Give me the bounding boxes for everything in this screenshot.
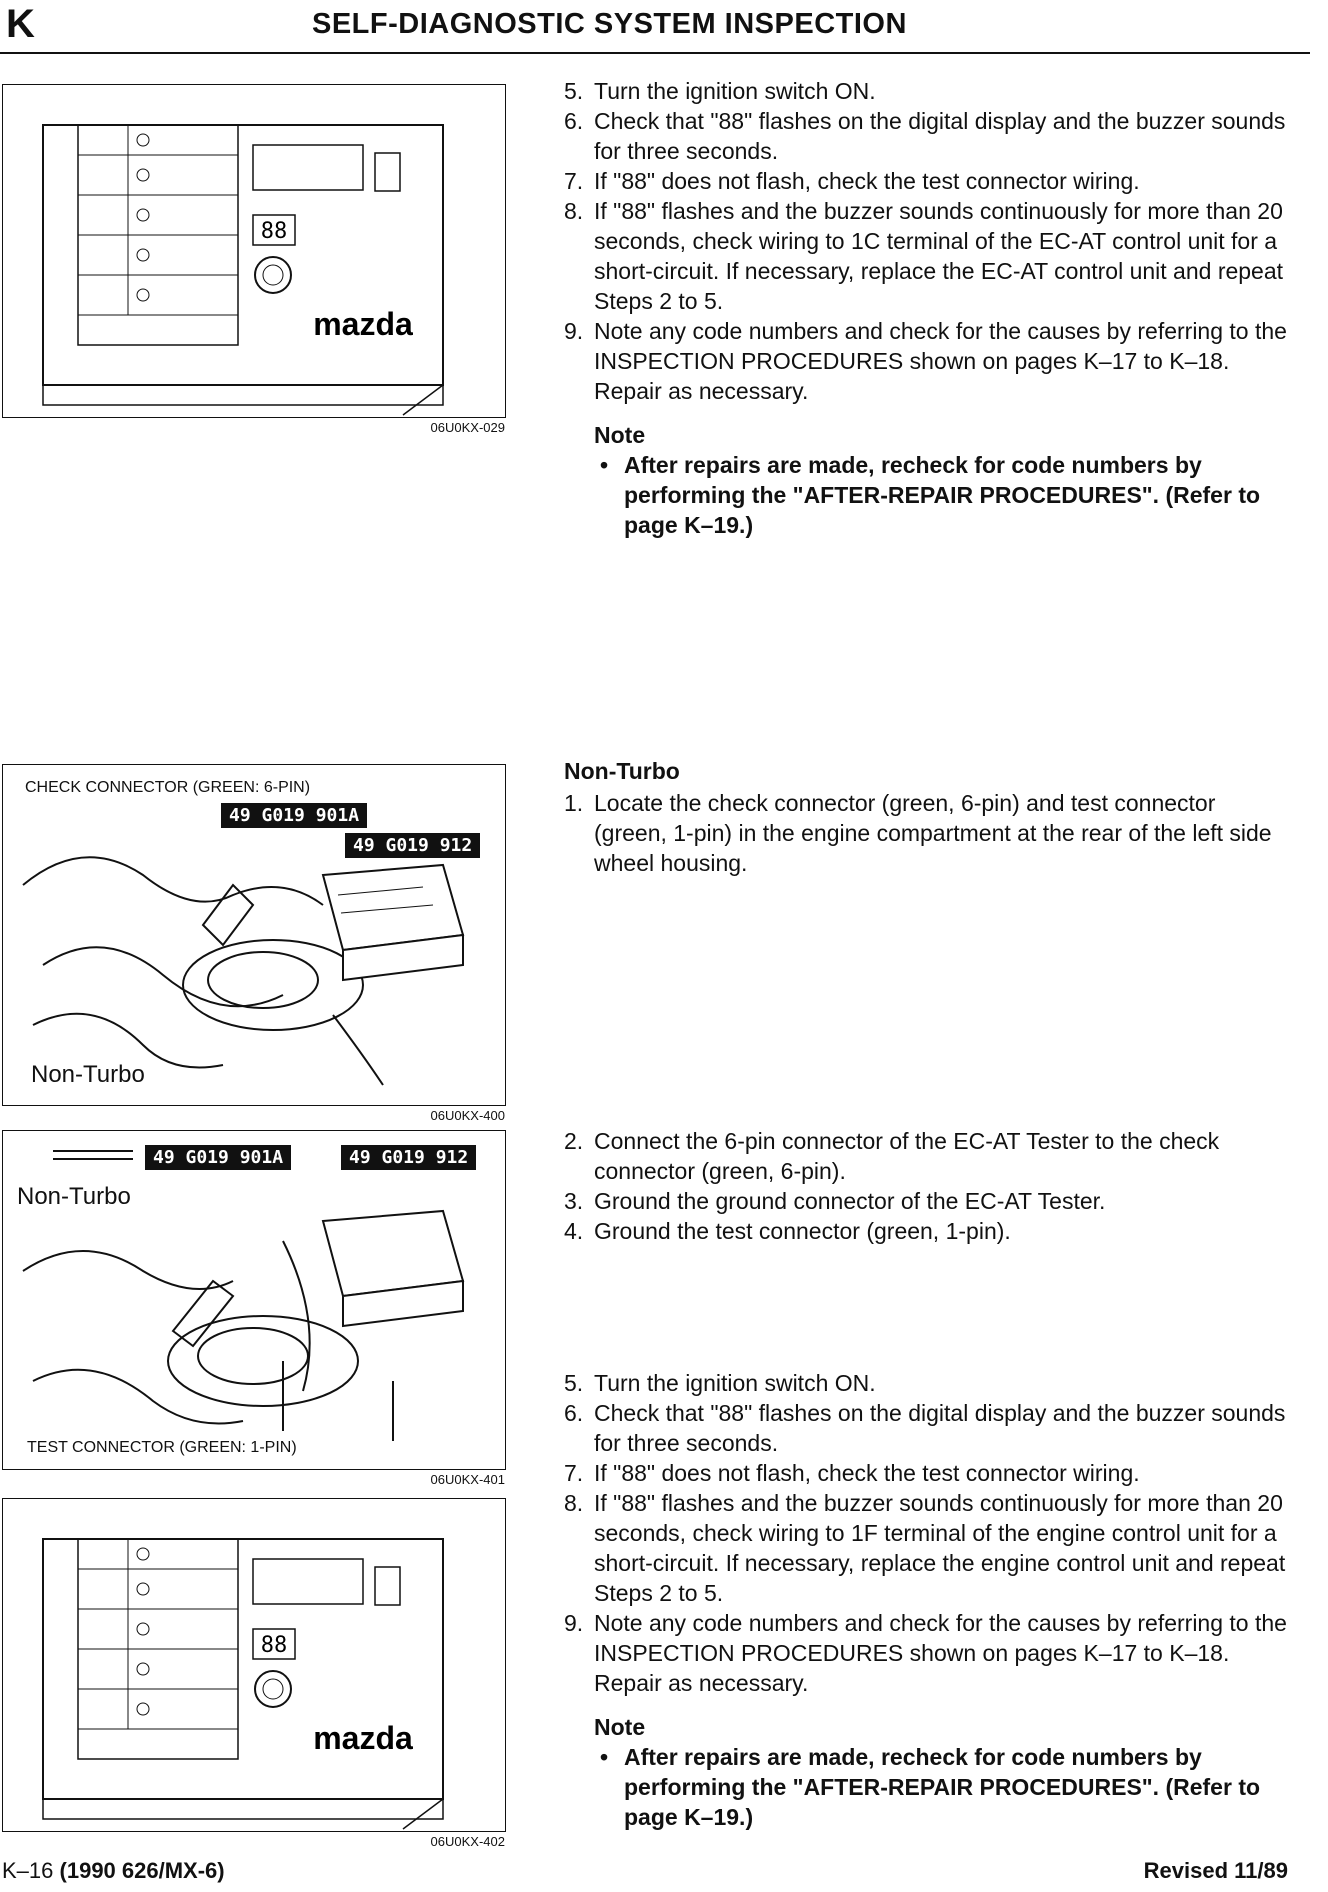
step-item: 2. Connect the 6-pin connector of the EC-AT Tester to the check connector (green, 6-pin). [564, 1128, 1220, 1184]
note-bullet: • After repairs are made, recheck for code numbers by performing the "AFTER-REPAIR PROCEDURES". (Refer to page K–19.) [600, 452, 1261, 538]
figure-id: 06U0KX-400 [430, 1108, 505, 1123]
figure-tester-panel-1 [2, 84, 506, 418]
tool-tag: 49 G019 901A [221, 803, 367, 828]
step-item: 9. Note any code numbers and check for the causes by referring to the INSPECTION PROCEDURES shown on pages K–17 to K–18. Repair as necessary. [564, 1610, 1287, 1696]
figure-id: 06U0KX-401 [430, 1472, 505, 1487]
tester-panel-illustration [3, 1499, 505, 1831]
step-item: 7. If "88" does not flash, check the test connector wiring. [564, 168, 1140, 194]
figure-caption: TEST CONNECTOR (GREEN: 1-PIN) [27, 1439, 297, 1456]
mazda-logo-text: mazda [313, 306, 413, 342]
figure-id: 06U0KX-402 [430, 1834, 505, 1849]
step-item: 7. If "88" does not flash, check the test connector wiring. [564, 1460, 1140, 1486]
mazda-logo-text: mazda [313, 1720, 413, 1756]
step-item: 5. Turn the ignition switch ON. [564, 1370, 876, 1396]
step-item: 5. Turn the ignition switch ON. [564, 78, 876, 104]
step-item: 6. Check that "88" flashes on the digital display and the buzzer sounds for three seconds. [564, 108, 1286, 164]
page-title: SELF-DIAGNOSTIC SYSTEM INSPECTION [312, 8, 907, 40]
header-rule [0, 52, 1310, 54]
tool-tag: 49 G019 901A [145, 1145, 291, 1170]
model-label: (1990 626/MX-6) [59, 1858, 225, 1883]
engine-bay-illustration [3, 1131, 505, 1469]
tool-tag: 49 G019 912 [345, 833, 480, 858]
variant-label: Non-Turbo [31, 1061, 145, 1088]
step-item: 1. Locate the check connector (green, 6-pin) and test connector (green, 1-pin) in the engine compartment at the rear of the left side wheel housing. [564, 790, 1272, 876]
figure-test-connector [2, 1130, 506, 1470]
figure-tester-panel-2 [2, 1498, 506, 1832]
note-bullet: • After repairs are made, recheck for code numbers by performing the "AFTER-REPAIR PROCEDURES". (Refer to page K–19.) [600, 1744, 1261, 1830]
tool-tag: 49 G019 912 [341, 1145, 476, 1170]
steps-block-4 [564, 1368, 1294, 1832]
step-item: 8. If "88" flashes and the buzzer sounds continuously for more than 20 seconds, check wiring to 1C terminal of the EC-AT control unit for a short-circuit. If necessary, replace the EC-AT control unit and repeat Steps 2 to 5. [564, 198, 1284, 314]
step-item: 9. Note any code numbers and check for the causes by referring to the INSPECTION PROCEDURES shown on pages K–17 to K–18. Repair as necessary. [564, 318, 1287, 404]
revised-date: Revised 11/89 [1143, 1858, 1288, 1883]
note-heading: Note [594, 422, 646, 448]
steps-block-2 [564, 788, 1294, 878]
digital-display-text: 88 [260, 1633, 288, 1658]
figure-check-connector [2, 764, 506, 1106]
steps-block-1 [564, 76, 1294, 540]
step-item: 6. Check that "88" flashes on the digital display and the buzzer sounds for three seconds. [564, 1400, 1286, 1456]
section-heading: Non-Turbo [564, 758, 680, 784]
step-item: 4. Ground the test connector (green, 1-pin). [564, 1218, 1011, 1244]
steps-block-3 [564, 1126, 1294, 1246]
section-letter: K [6, 2, 35, 46]
digital-display-text: 88 [260, 219, 288, 244]
variant-label: Non-Turbo [17, 1183, 131, 1210]
tester-panel-illustration [3, 85, 505, 417]
figure-id: 06U0KX-029 [430, 420, 505, 435]
footer-page [2, 1858, 225, 1884]
figure-caption: CHECK CONNECTOR (GREEN: 6-PIN) [25, 779, 311, 796]
page-number: K–16 [2, 1858, 54, 1883]
note-heading: Note [594, 1714, 646, 1740]
step-item: 3. Ground the ground connector of the EC-AT Tester. [564, 1188, 1106, 1214]
step-item: 8. If "88" flashes and the buzzer sounds continuously for more than 20 seconds, check wiring to 1F terminal of the engine control unit for a short-circuit. If necessary, replace the engine control unit and repeat Steps 2 to 5. [564, 1490, 1286, 1606]
